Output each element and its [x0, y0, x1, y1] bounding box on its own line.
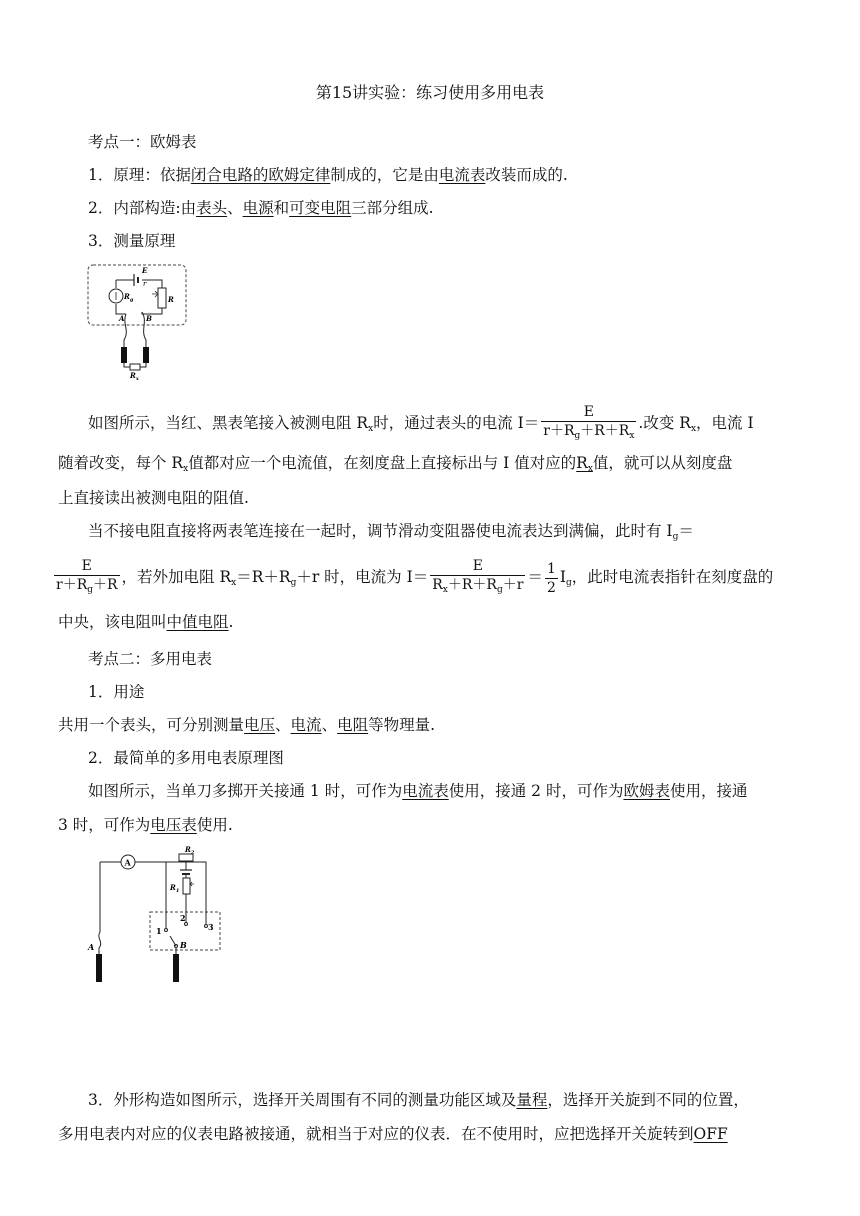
terminal-a-label: A: [119, 314, 125, 323]
section-heading-ohmmeter: 考点一：欧姆表: [88, 133, 197, 151]
contact-2-label: 2: [180, 913, 186, 923]
half-current-fraction: $\frac{E}{R_x+R+R_g+r}$: [430, 557, 525, 599]
full-scale-line: 当不接电阻直接将两表笔连接在一起时，调节滑动变阻器使电流表达到满偏，此时有 $I_g=$: [88, 522, 694, 542]
galvanometer-label: $R_g$: [124, 292, 134, 303]
paragraph-line-3: 上直接读出被测电阻的阻值.: [58, 489, 249, 507]
structure-line: 2．内部构造:由表头、电源和可变电阻三部分组成.: [88, 199, 434, 217]
contact-1-label: 1: [156, 926, 162, 936]
terminal-b-label: B: [180, 940, 187, 950]
terminal-b-label: B: [146, 314, 152, 323]
appearance-line: 3．外形构造如图所示，选择开关周围有不同的测量功能区域及量程，选择开关旋到不同的位置，: [88, 1091, 749, 1109]
internal-resistance-label: r: [143, 280, 147, 288]
switch-description-line: 如图所示，当单刀多掷开关接通 1 时，可作为电流表使用，接通 2 时，可作为欧姆表使用，接通: [88, 782, 748, 800]
mid-resistance-line: 中央，该电阻叫中值电阻.: [58, 613, 234, 631]
r2-label: $R_2$: [185, 845, 195, 856]
one-half-fraction: $\frac{1}{2}$: [546, 560, 556, 596]
switch-description-line-2: 3 时，可作为电压表使用.: [58, 816, 233, 834]
contact-3-label: 3: [208, 922, 214, 932]
measurement-principle-heading: 3．测量原理: [88, 232, 176, 250]
appearance-line-2: 多用电表内对应的仪表电路被接通，就相当于对应的仪表．在不使用时，应把选择开关旋转到OFF: [58, 1125, 728, 1143]
mid-resistance-formula-line: $\frac{E}{r+R_g+R}$ ，若外加电阻 $R_x=R+R_g+r$ 时，电流为 I＝ $\frac{E}{R_x+R+R_g+r}$ ＝ $\frac{1}{2}$ $I_g$，此时电流表指针在刻度盘的: [52, 557, 773, 599]
ohmmeter-circuit-figure: [82, 262, 192, 382]
paragraph-line-2: 随着改变，每个 $R_x$值都对应一个电流值，在刻度盘上直接标出与 I 值对应的$R_x$值，就可以从刻度盘: [58, 454, 733, 474]
full-scale-fraction: $\frac{E}{r+R_g+R}$: [54, 557, 120, 599]
principle-line: 1．原理：依据闭合电路的欧姆定律制成的，它是由电流表改装而成的.: [88, 166, 568, 184]
variable-resistor-label: R: [168, 295, 174, 304]
section-heading-multimeter: 考点二：多用电表: [88, 650, 213, 668]
rx-label: $R_x$: [130, 371, 139, 382]
terminal-a-label: A: [88, 942, 95, 952]
schematic-heading: 2．最简单的多用电表原理图: [88, 749, 284, 767]
usage-heading: 1．用途: [88, 683, 145, 701]
usage-text: 共用一个表头，可分别测量电压、电流、电阻等物理量.: [58, 716, 436, 734]
page-title: 第15讲实验：练习使用多用电表: [315, 83, 545, 102]
multimeter-schematic-figure: [86, 842, 226, 992]
paragraph-current-formula: 如图所示，当红、黑表笔接入被测电阻 $R_x$时，通过表头的电流 I＝ $\frac{E}{r+R_g+R+R_x}$ .改变 $R_x$，电流 I: [88, 403, 754, 445]
emf-label: E: [142, 266, 148, 275]
r1-label: $R_1$: [170, 883, 180, 894]
ammeter-label: A: [124, 857, 131, 868]
current-fraction: $\frac{E}{r+R_g+R+R_x}$: [541, 403, 636, 445]
